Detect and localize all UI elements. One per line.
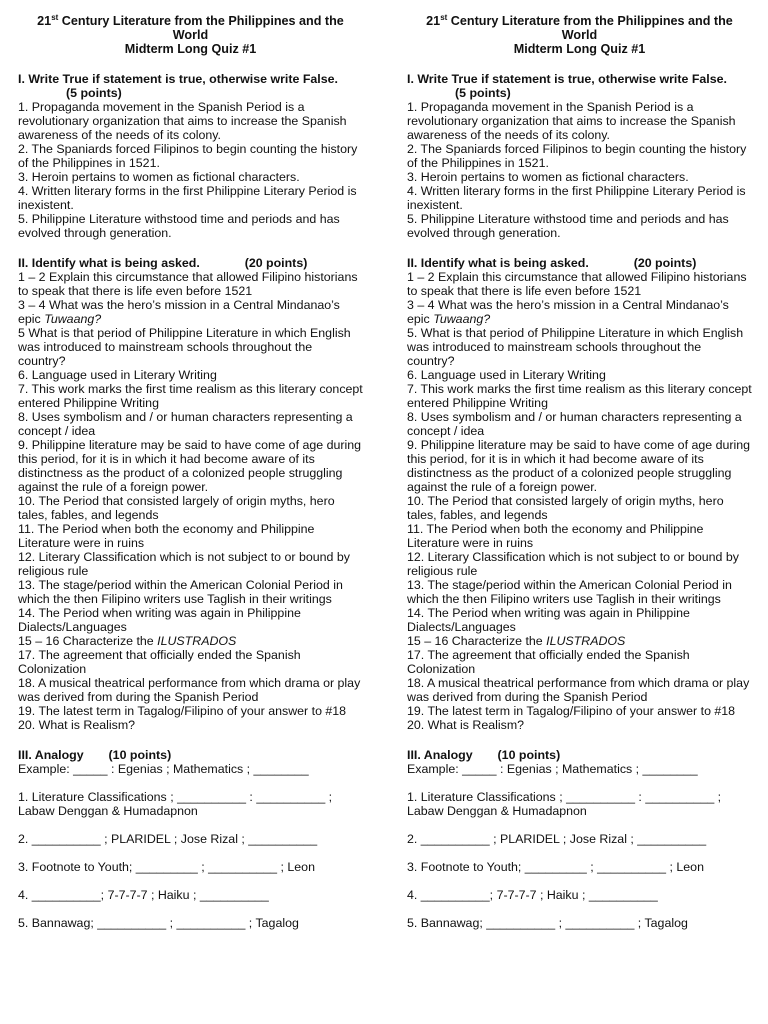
identify-item-text: 3 – 4 What was the hero’s mission in a Central Mindanao’s epic — [407, 298, 729, 326]
part3-title — [18, 748, 363, 762]
identify-item: 10. The Period that consisted largely of origin myths, hero tales, fables, and legends — [18, 494, 335, 522]
identify-item: 1 – 2 Explain this circumstance that allowed Filipino historians to speak that there is life even before 1521 — [18, 270, 358, 298]
identify-item: 18. A musical theatrical performance from which drama or play was derived from during the Spanish Period — [18, 676, 361, 704]
identify-item-text: 15 – 16 Characterize the — [407, 634, 547, 648]
analogy-item: 4. __________; 7-7-7-7 ; Haiku ; __________ — [407, 888, 658, 902]
identify-item: 11. The Period when both the economy and Philippine Literature were in ruins — [18, 522, 315, 550]
true-false-item: 1. Propaganda movement in the Spanish Period is a revolutionary organization that aims to increase the Spanish awareness of the needs of its colony. — [407, 100, 736, 142]
analogy-example: Example: _____ : Egenias ; Mathematics ; ________ — [18, 762, 309, 776]
part2-heading: II. Identify what is being asked. — [18, 256, 200, 270]
part1-items — [407, 100, 752, 240]
identify-item: 17. The agreement that officially ended the Spanish Colonization — [407, 648, 690, 676]
analogy-item: 3. Footnote to Youth; _________ ; __________ ; Leon — [407, 860, 704, 874]
analogy-item: 2. __________ ; PLARIDEL ; Jose Rizal ; __________ — [407, 832, 707, 846]
true-false-item: 1. Propaganda movement in the Spanish Period is a revolutionary organization that aims to increase the Spanish awareness of the needs of its colony. — [18, 100, 347, 142]
true-false-item: 5. Philippine Literature withstood time and periods and has evolved through generation. — [18, 212, 340, 240]
part3-items — [407, 762, 752, 930]
analogy-item: 3. Footnote to Youth; _________ ; __________ ; Leon — [18, 860, 315, 874]
identify-item: 7. This work marks the first time realism as this literary concept entered Philippine Writing — [18, 382, 363, 410]
part3-items — [18, 762, 363, 930]
identify-item: 19. The latest term in Tagalog/Filipino of your answer to #18 — [18, 704, 347, 718]
part2-title — [407, 256, 752, 270]
quiz-copy-right — [407, 14, 752, 930]
identify-item: 5. What is that period of Philippine Literature in which English was introduced to mainstream schools throughout the country? — [407, 326, 744, 368]
analogy-item: 4. __________; 7-7-7-7 ; Haiku ; __________ — [18, 888, 269, 902]
identify-item-text: 15 – 16 Characterize the — [18, 634, 158, 648]
identify-item — [18, 298, 363, 326]
part1-items — [18, 100, 363, 240]
identify-item — [407, 298, 752, 326]
analogy-item: 5. Bannawag; __________ ; __________ ; Tagalog — [407, 916, 688, 930]
part1-points: (5 points) — [66, 86, 122, 100]
true-false-item: 2. The Spaniards forced Filipinos to begin counting the history of the Philippines in 1521. — [18, 142, 358, 170]
title-ordinal-suffix: st — [51, 13, 59, 22]
true-false-item: 5. Philippine Literature withstood time and periods and has evolved through generation. — [407, 212, 729, 240]
analogy-item: 2. __________ ; PLARIDEL ; Jose Rizal ; __________ — [18, 832, 318, 846]
identify-item: 12. Literary Classification which is not subject to or bound by religious rule — [18, 550, 350, 578]
title-text-line1: Century Literature from the Philippines and the — [447, 14, 733, 28]
identify-item: 9. Philippine literature may be said to have come of age during this period, for it is in which it had become aware of its distinctness as the product of a colonized people struggling against the rule of a foreign power. — [18, 438, 362, 494]
quiz-subtitle: Midterm Long Quiz #1 — [513, 42, 646, 56]
title-text-line1: Century Literature from the Philippines and the — [58, 14, 344, 28]
quiz-subtitle: Midterm Long Quiz #1 — [124, 42, 257, 56]
identify-item-text: 3 – 4 What was the hero’s mission in a Central Mindanao’s epic — [18, 298, 340, 326]
title-text-line2: World — [561, 28, 598, 42]
part2-title — [18, 256, 363, 270]
true-false-item: 3. Heroin pertains to women as fictional characters. — [18, 170, 300, 184]
identify-item: 14. The Period when writing was again in Philippine Dialects/Languages — [18, 606, 301, 634]
identify-item-italic: Tuwaang? — [44, 312, 102, 326]
title-ordinal-number: 21 — [426, 14, 441, 28]
identify-item: 12. Literary Classification which is not subject to or bound by religious rule — [407, 550, 739, 578]
identify-item: 8. Uses symbolism and / or human characters representing a concept / idea — [18, 410, 353, 438]
identify-item: 7. This work marks the first time realism as this literary concept entered Philippine Writing — [407, 382, 752, 410]
identify-item: 13. The stage/period within the American Colonial Period in which the then Filipino writers use Taglish in their writings — [407, 578, 732, 606]
part3-heading: III. Analogy — [18, 748, 84, 762]
identify-item: 6. Language used in Literary Writing — [18, 368, 217, 382]
part3-points: (10 points) — [108, 748, 172, 762]
part2-points: (20 points) — [633, 256, 697, 270]
title-ordinal-number: 21 — [37, 14, 52, 28]
identify-item: 13. The stage/period within the American Colonial Period in which the then Filipino writers use Taglish in their writings — [18, 578, 343, 606]
part2-points: (20 points) — [244, 256, 308, 270]
quiz-copy-left — [18, 14, 363, 930]
part2-items — [18, 270, 363, 732]
identify-item: 19. The latest term in Tagalog/Filipino of your answer to #18 — [407, 704, 736, 718]
part3-title — [407, 748, 752, 762]
quiz-title — [407, 14, 752, 56]
identify-item: 9. Philippine literature may be said to have come of age during this period, for it is in which it had become aware of its distinctness as the product of a colonized people struggling against the rule of a foreign power. — [407, 438, 751, 494]
part1-title — [407, 72, 752, 100]
identify-item: 5 What is that period of Philippine Literature in which English was introduced to mainstream schools throughout the country? — [18, 326, 351, 368]
part3-points: (10 points) — [497, 748, 561, 762]
identify-item: 11. The Period when both the economy and Philippine Literature were in ruins — [407, 522, 704, 550]
part1-title — [18, 72, 363, 100]
analogy-item: 1. Literature Classifications ; __________ : __________ ; Labaw Denggan & Humadapnon — [407, 790, 722, 818]
identify-item: 8. Uses symbolism and / or human characters representing a concept / idea — [407, 410, 742, 438]
part1-points: (5 points) — [455, 86, 511, 100]
title-ordinal-suffix: st — [440, 13, 448, 22]
identify-item: 20. What is Realism? — [18, 718, 136, 732]
identify-item-italic: Tuwaang? — [433, 312, 491, 326]
identify-item: 1 – 2 Explain this circumstance that allowed Filipino historians to speak that there is life even before 1521 — [407, 270, 747, 298]
identify-item: 6. Language used in Literary Writing — [407, 368, 606, 382]
identify-item — [18, 634, 363, 648]
quiz-title — [18, 14, 363, 56]
title-text-line2: World — [172, 28, 209, 42]
analogy-example: Example: _____ : Egenias ; Mathematics ; ________ — [407, 762, 698, 776]
identify-item: 14. The Period when writing was again in Philippine Dialects/Languages — [407, 606, 690, 634]
true-false-item: 4. Written literary forms in the first Philippine Literary Period is inexistent. — [407, 184, 746, 212]
part2-heading: II. Identify what is being asked. — [407, 256, 589, 270]
analogy-item: 5. Bannawag; __________ ; __________ ; Tagalog — [18, 916, 299, 930]
identify-item: 10. The Period that consisted largely of origin myths, hero tales, fables, and legends — [407, 494, 724, 522]
part3-heading: III. Analogy — [407, 748, 473, 762]
identify-item: 17. The agreement that officially ended the Spanish Colonization — [18, 648, 301, 676]
true-false-item: 2. The Spaniards forced Filipinos to begin counting the history of the Philippines in 1521. — [407, 142, 747, 170]
identify-item-italic: ILUSTRADOS — [157, 634, 237, 648]
identify-item: 20. What is Realism? — [407, 718, 525, 732]
identify-item-italic: ILUSTRADOS — [546, 634, 626, 648]
true-false-item: 3. Heroin pertains to women as fictional characters. — [407, 170, 689, 184]
true-false-item: 4. Written literary forms in the first Philippine Literary Period is inexistent. — [18, 184, 357, 212]
identify-item — [407, 634, 752, 648]
part2-items — [407, 270, 752, 732]
part1-heading: I. Write True if statement is true, otherwise write False. — [407, 72, 727, 86]
identify-item: 18. A musical theatrical performance from which drama or play was derived from during the Spanish Period — [407, 676, 750, 704]
analogy-item: 1. Literature Classifications ; __________ : __________ ; Labaw Denggan & Humadapnon — [18, 790, 333, 818]
part1-heading: I. Write True if statement is true, otherwise write False. — [18, 72, 338, 86]
